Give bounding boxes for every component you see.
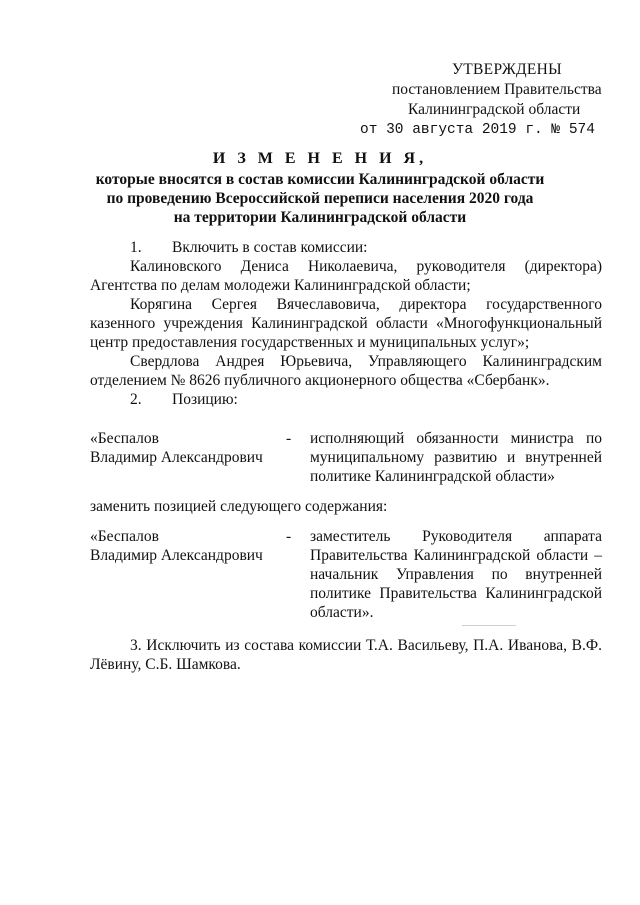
heading-line-3: на территории Калининградской области [173,209,467,226]
old-position-description: исполняющий обязанности министра по муниципальному развитию и внутренней политике Калининградской области» [310,430,602,485]
old-position-name [90,429,280,467]
person-3-paragraph: Свердлова Андрея Юрьевича, Управляющего Калининградским отделением № 8626 публичного акционерного общества «Сбербанк». [90,353,602,389]
faint-divider-line [462,625,516,626]
item-1-header [90,238,602,257]
item-2-text: Позицию: [172,391,238,408]
approved-by: постановлением Правительства [392,81,602,98]
old-position [90,429,602,485]
new-position-name [90,527,280,565]
item-1-number: 1. [130,239,142,256]
item-2-header [90,390,602,409]
old-position-dash: - [286,430,292,447]
person-2-paragraph: Корягина Сергея Вячеславовича, директора государственного казенного учреждения Калининградской области «Многофункциональный центр предоставления государственных и муниципальных услуг»; [90,296,602,351]
document-heading [60,149,580,227]
new-name-line-2: Владимир Александрович [90,547,263,564]
old-name-line-1: «Беспалов [90,430,159,447]
approved-label: УТВЕРЖДЕНЫ [452,61,562,78]
item-2-number: 2. [130,391,142,408]
heading-title: И З М Е Н Е Н И Я, [212,150,428,167]
new-position [90,527,602,621]
approved-region: Калининградской области [408,101,581,118]
heading-line-1: которые вносятся в состав комиссии Калининградской области [95,171,545,188]
person-1-paragraph: Калиновского Дениса Николаевича, руководителя (директора) Агентства по делам молодежи Калининградской области; [90,258,602,294]
new-position-dash: - [286,528,292,545]
new-name-line-1: «Беспалов [90,528,159,545]
heading-line-2: по проведению Всероссийской переписи населения 2020 года [106,190,534,207]
item-3-paragraph: 3. Исключить из состава комиссии Т.А. Васильеву, П.А. Иванова, В.Ф. Лёвину, С.Б. Шамкова. [90,637,602,673]
old-name-line-2: Владимир Александрович [90,449,263,466]
item-1-text: Включить в состав комиссии: [172,239,368,256]
document-body [90,238,602,674]
replace-with-text: заменить позицией следующего содержания: [90,498,388,515]
new-position-description: заместитель Руководителя аппарата Правительства Калининградской области – начальник Управления по внутренней политике Правительства Калининградской области». [310,528,602,621]
approved-date-number: от 30 августа 2019 г. № 574 [360,122,595,138]
